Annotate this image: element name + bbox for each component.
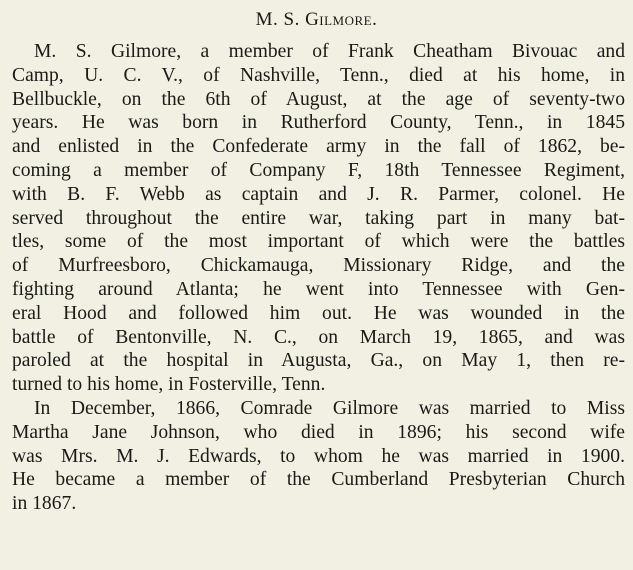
- paragraph-2-line-4: He became a member of the Cumberland Presbyterian Church: [12, 469, 625, 491]
- paragraph-2-line-2: Martha Jane Johnson, who died in 1896; his second wife: [12, 421, 625, 443]
- paragraph-1-line-15: turned to his home, in Fosterville, Tenn.: [12, 374, 326, 396]
- paragraph-1-line-6: coming a member of Company F, 18th Tennessee Regiment,: [12, 159, 625, 181]
- article-heading: [0, 8, 633, 32]
- paragraph-2-line-5: in 1867.: [12, 493, 77, 515]
- paragraph-1-line-11: fighting around Atlanta; he went into Tennessee with Gen-: [12, 278, 625, 300]
- article-heading-text: M. S. Gilmore.: [255, 9, 378, 30]
- paragraph-1-line-1: M. S. Gilmore, a member of Frank Cheatham Bivouac and: [34, 41, 625, 62]
- paragraph-1-line-9: tles, some of the most important of which were the battles: [12, 231, 625, 253]
- paragraph-1-line-14: paroled at the hospital in Augusta, Ga., on May 1, then re-: [12, 350, 625, 372]
- paragraph-2-line-1: In December, 1866, Comrade Gilmore was married to Miss: [34, 397, 625, 419]
- article-body: [12, 40, 625, 516]
- paragraph-1-line-12: eral Hood and followed him out. He was wounded in the: [12, 302, 625, 324]
- paragraph-1-line-4: years. He was born in Rutherford County, Tenn., in 1845: [12, 112, 625, 134]
- paragraph-1-line-8: served throughout the entire war, taking part in many bat-: [12, 207, 625, 229]
- paragraph-1-line-5: and enlisted in the Confederate army in the fall of 1862, be-: [12, 136, 625, 158]
- paragraph-1-line-3: Bellbuckle, on the 6th of August, at the age of seventy-two: [12, 88, 625, 110]
- paragraph-1-line-2: Camp, U. C. V., of Nashville, Tenn., died at his home, in: [12, 64, 625, 86]
- paragraph-1-line-10: of Murfreesboro, Chickamauga, Missionary Ridge, and the: [12, 255, 625, 277]
- paragraph-2-line-3: was Mrs. M. J. Edwards, to whom he was married in 1900.: [12, 445, 625, 467]
- paragraph-1-line-13: battle of Bentonville, N. C., on March 19, 1865, and was: [12, 326, 625, 348]
- paragraph-1-line-7: with B. F. Webb as captain and J. R. Parmer, colonel. He: [12, 183, 625, 205]
